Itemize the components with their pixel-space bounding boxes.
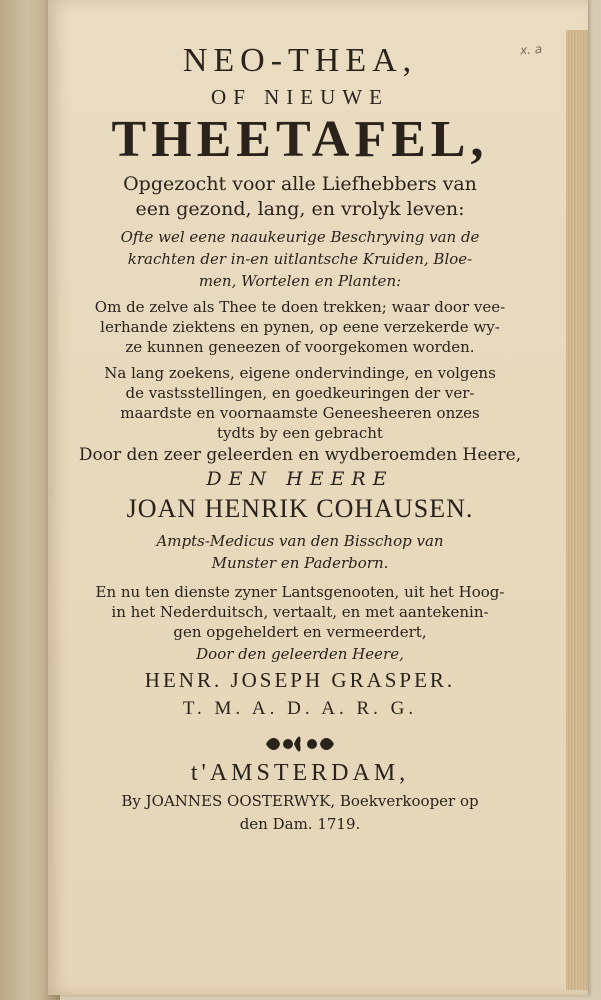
author-role-line-2: Munster en Paderborn. xyxy=(211,554,389,572)
printer-line-1: By JOANNES OOSTERWYK, Boekverkooper op xyxy=(121,792,479,810)
translation-line-2: in het Nederduitsch, vertaalt, en met aantekenin- xyxy=(111,603,489,621)
title-sub: OF NIEUWE xyxy=(211,85,389,109)
page-edges xyxy=(566,30,588,990)
subtitle-line-2: een gezond, lang, en vrolyk leven: xyxy=(135,198,465,220)
italic-line-2: krachten der in-en uitlantsche Kruiden, Bloe- xyxy=(127,250,473,268)
author-name: JOAN HENRIK COHAUSEN. xyxy=(126,494,474,523)
title-main: NEO-THEA, xyxy=(182,42,418,79)
den-heere-line: DEN HEERE xyxy=(206,468,394,490)
paragraph-line-4: Na lang zoekens, eigene ondervindinge, en volgens xyxy=(104,364,496,382)
translation-line-3: gen opgeheldert en vermeerdert, xyxy=(173,623,427,641)
italic-line-1: Ofte wel eene naaukeurige Beschryving van de xyxy=(120,228,480,246)
city-line: t'AMSTERDAM, xyxy=(190,760,410,786)
translator-intro: Door den geleerden Heere, xyxy=(196,645,404,663)
translator-name: HENR. JOSEPH GRASPER. xyxy=(144,668,456,692)
author-role-line-1: Ampts-Medicus van den Bisschop van xyxy=(156,532,444,550)
paragraph-line-7: tydts by een gebracht xyxy=(217,424,383,442)
title-big: THEETAFEL, xyxy=(111,111,489,168)
margin-note: x. a xyxy=(519,41,543,58)
italic-line-3: men, Wortelen en Planten: xyxy=(198,272,402,290)
door-line: Door den zeer geleerden en wydberoemden Heere, xyxy=(78,445,522,465)
paragraph-line-2: lerhande ziektens en pynen, op eene verzekerde wy- xyxy=(100,318,500,336)
paragraph-line-6: maardste en voornaamste Geneesheeren onzes xyxy=(120,404,480,422)
paragraph-line-1: Om de zelve als Thee te doen trekken; waar door vee- xyxy=(94,298,506,316)
translator-initials: T. M. A. D. A. R. G. xyxy=(182,698,418,719)
printer-line-2: den Dam. 1719. xyxy=(239,815,361,833)
subtitle-line-1: Opgezocht voor alle Liefhebbers van xyxy=(123,173,477,195)
paragraph-line-3: ze kunnen geneezen of voorgekomen worden. xyxy=(125,338,475,356)
translation-line-1: En nu ten dienste zyner Lantsgenooten, uit het Hoog- xyxy=(95,583,505,601)
fleuron-ornament-icon xyxy=(70,732,530,756)
paragraph-line-5: de vastsstellingen, en goedkeuringen der ver- xyxy=(125,384,475,402)
